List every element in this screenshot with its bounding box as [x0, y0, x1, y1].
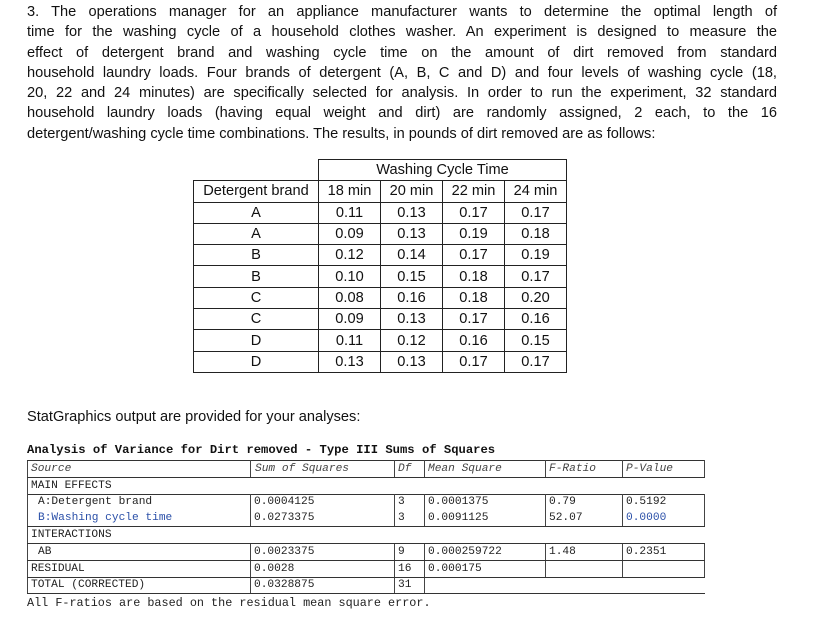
value-cell: 0.09 [319, 223, 381, 244]
table-row [194, 223, 567, 244]
source-total: TOTAL (CORRECTED) [28, 577, 251, 594]
table-row [194, 351, 567, 372]
source-header: Source [28, 461, 251, 478]
df-a: 3 [395, 494, 425, 510]
value-cell: 0.17 [443, 245, 505, 266]
value-cell: 0.17 [443, 309, 505, 330]
f-a: 0.79 [546, 494, 623, 510]
ms-a: 0.0001375 [425, 494, 546, 510]
anova-title: Analysis of Variance for Dirt removed - Type III Sums of Squares [27, 443, 496, 457]
f-b: 52.07 [546, 510, 623, 526]
f-ratio-header: F-Ratio [546, 461, 623, 478]
ms-residual: 0.000175 [425, 560, 546, 577]
problem-line: 3. The operations manager for an appliance manufacturer wants to determine the optimal length of [27, 4, 777, 20]
source-a: A:Detergent brand [28, 494, 251, 510]
value-cell: 0.13 [381, 351, 443, 372]
anova-row-b [28, 510, 705, 526]
dirt-removed-table [193, 159, 567, 373]
value-cell: 0.13 [381, 223, 443, 244]
brand-cell: C [194, 309, 319, 330]
ms-ab: 0.000259722 [425, 543, 546, 560]
table-row [194, 287, 567, 308]
p-value-header: P-Value [623, 461, 705, 478]
table-group-header-row [194, 160, 567, 181]
main-effects-row [28, 477, 705, 494]
table-row [194, 309, 567, 330]
value-cell: 0.10 [319, 266, 381, 287]
brand-cell: D [194, 330, 319, 351]
brand-cell: B [194, 245, 319, 266]
table-row [194, 202, 567, 223]
ss-residual: 0.0028 [251, 560, 395, 577]
value-cell: 0.15 [505, 330, 567, 351]
anova-row-a [28, 494, 705, 510]
value-cell: 0.18 [443, 266, 505, 287]
table-header-row [194, 181, 567, 202]
source-ab: AB [28, 543, 251, 560]
source-b: B:Washing cycle time [28, 510, 251, 526]
value-cell: 0.17 [443, 202, 505, 223]
problem-line: time for the washing cycle of a household clothes washer. An experiment is designed to measure the [27, 24, 777, 41]
brand-cell: C [194, 287, 319, 308]
value-cell: 0.17 [443, 351, 505, 372]
p-b: 0.0000 [623, 510, 705, 526]
value-cell: 0.13 [381, 309, 443, 330]
value-cell: 0.12 [381, 330, 443, 351]
value-cell: 0.20 [505, 287, 567, 308]
value-cell: 0.11 [319, 202, 381, 223]
value-cell: 0.13 [381, 202, 443, 223]
interactions-label: INTERACTIONS [28, 527, 705, 544]
df-b: 3 [395, 510, 425, 526]
table-row [194, 266, 567, 287]
df-ab: 9 [395, 543, 425, 560]
value-cell: 0.17 [505, 202, 567, 223]
anova-footnote: All F-ratios are based on the residual mean square error. [27, 596, 431, 610]
problem-line: household laundry loads. Four brands of detergent (A, B, C and D) and four levels of washing cycle (18, [27, 64, 777, 81]
ss-a: 0.0004125 [251, 494, 395, 510]
brand-cell: A [194, 223, 319, 244]
anova-row-total [28, 577, 705, 594]
statgraphics-note: StatGraphics output are provided for your analyses: [27, 409, 361, 425]
problem-line: detergent/washing cycle time combinations. The results, in pounds of dirt removed are as follows: [27, 125, 656, 142]
problem-statement [27, 2, 777, 144]
df-residual: 16 [395, 560, 425, 577]
problem-line: household laundry loads (having equal weight and dirt) are randomly assigned, 2 each, to the 16 [27, 105, 777, 122]
value-cell: 0.14 [381, 245, 443, 266]
interactions-row [28, 527, 705, 544]
df-header: Df [395, 461, 425, 478]
p-ab: 0.2351 [623, 543, 705, 560]
ms-b: 0.0091125 [425, 510, 546, 526]
table-row [194, 245, 567, 266]
ss-total: 0.0328875 [251, 577, 395, 594]
main-effects-label: MAIN EFFECTS [28, 477, 705, 494]
anova-row-ab [28, 543, 705, 560]
table-row [194, 330, 567, 351]
p-a: 0.5192 [623, 494, 705, 510]
ss-ab: 0.0023375 [251, 543, 395, 560]
value-cell: 0.19 [443, 223, 505, 244]
value-cell: 0.15 [381, 266, 443, 287]
problem-line: 20, 22 and 24 minutes) are specifically selected for analysis. In order to run the experiment, 32 standard [27, 85, 777, 102]
value-cell: 0.16 [381, 287, 443, 308]
problem-line: effect of detergent brand and washing cycle time on the amount of dirt removed from standard [27, 44, 777, 61]
source-residual: RESIDUAL [28, 560, 251, 577]
value-cell: 0.19 [505, 245, 567, 266]
detergent-brand-header: Detergent brand [194, 181, 319, 202]
ss-header: Sum of Squares [251, 461, 395, 478]
value-cell: 0.09 [319, 309, 381, 330]
anova-row-residual [28, 560, 705, 577]
brand-cell: A [194, 202, 319, 223]
brand-cell: D [194, 351, 319, 372]
washing-cycle-time-header: Washing Cycle Time [319, 160, 567, 181]
value-cell: 0.16 [505, 309, 567, 330]
column-header: 24 min [505, 181, 567, 202]
ss-b: 0.0273375 [251, 510, 395, 526]
f-ab: 1.48 [546, 543, 623, 560]
column-header: 22 min [443, 181, 505, 202]
value-cell: 0.08 [319, 287, 381, 308]
value-cell: 0.12 [319, 245, 381, 266]
value-cell: 0.11 [319, 330, 381, 351]
df-total: 31 [395, 577, 425, 594]
value-cell: 0.17 [505, 351, 567, 372]
table-body [194, 202, 567, 372]
value-cell: 0.17 [505, 266, 567, 287]
value-cell: 0.16 [443, 330, 505, 351]
brand-cell: B [194, 266, 319, 287]
column-header: 18 min [319, 181, 381, 202]
value-cell: 0.13 [319, 351, 381, 372]
value-cell: 0.18 [505, 223, 567, 244]
value-cell: 0.18 [443, 287, 505, 308]
anova-header-row [28, 461, 705, 478]
anova-table [27, 460, 705, 594]
ms-header: Mean Square [425, 461, 546, 478]
column-header: 20 min [381, 181, 443, 202]
